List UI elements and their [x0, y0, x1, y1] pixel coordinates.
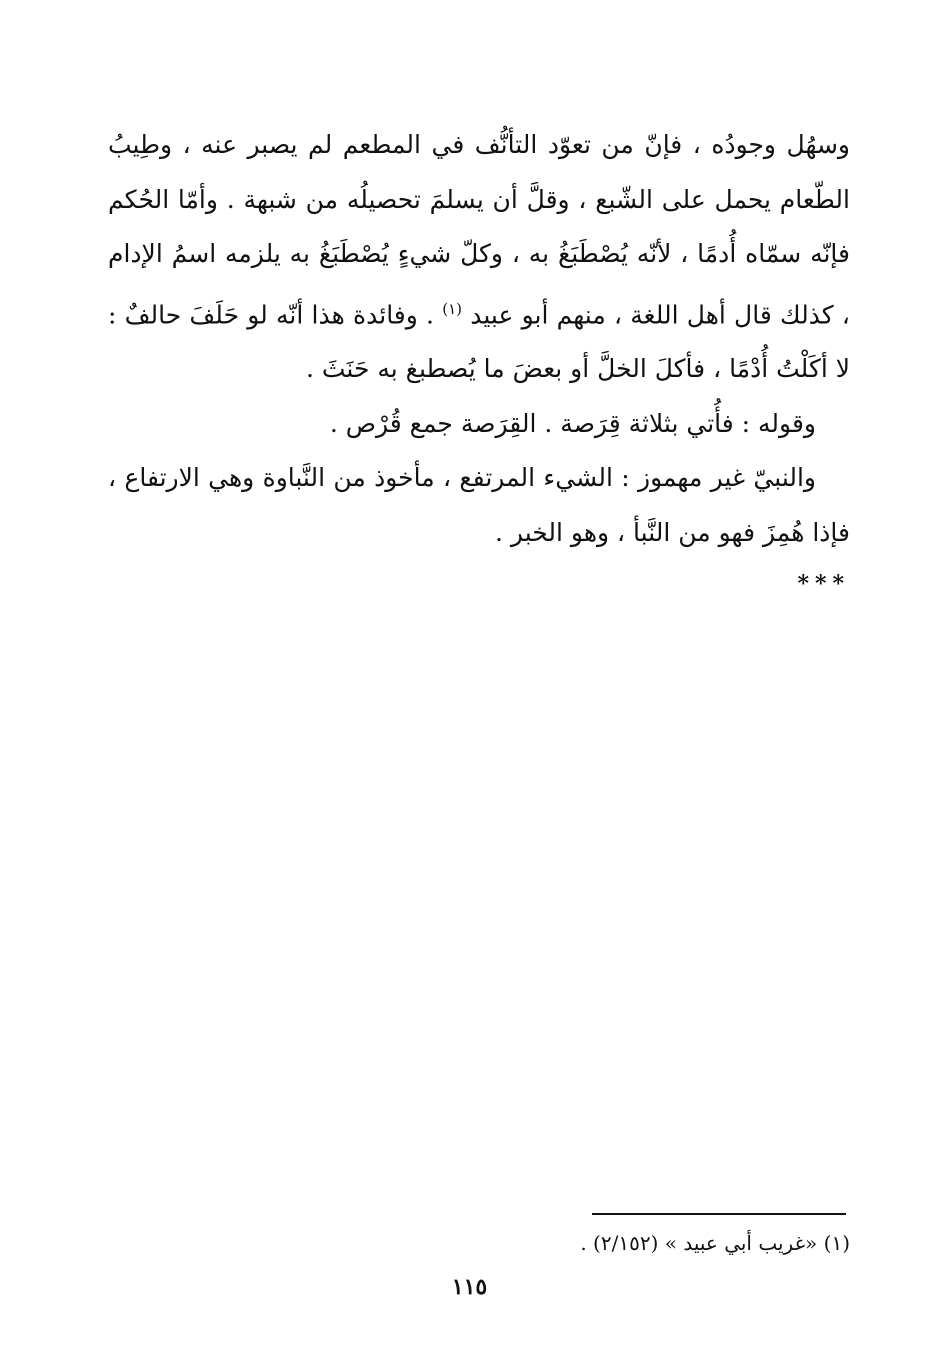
- section-separator: ***: [797, 571, 850, 598]
- page-number: ١١٥: [451, 1274, 488, 1300]
- main-text: [108, 118, 850, 604]
- paragraph-1-text: وسهُل وجودُه ، فإنّ من تعوّد التأنُّف في المطعم لم يصبر عنه ، وطِيبُ الطّعام يحمل على الشّبع ، وقلَّ أن يسلمَ تحصيلُه من شبهة . وأمّا الحُكم فإنّه سمّاه أُدمًا ، لأنّه يُصْطَبَغُ به ، وكلّ شيءٍ يُصْطَبَغُ به يلزمه اسمُ الإدام ، كذلك قال أهل اللغة ، منهم أبو عبيد: [108, 130, 850, 329]
- paragraph-2: وقوله : فأُتي بثلاثة قِرَصة . القِرَصة جمع قُرْص .: [329, 408, 816, 438]
- footnote: (١) «غريب أبي عبيد » (٢/١٥٢) .: [580, 1231, 850, 1255]
- paragraph-1-ending: . وفائدة هذا أنّه لو حَلَفَ حالفٌ : لا أكَلْتُ أُدْمًا ، فأكلَ الخلَّ أو بعضَ ما يُصطبغ به حَنَثَ .: [108, 299, 850, 384]
- footnote-divider: [592, 1213, 846, 1215]
- footnote-reference: (١): [442, 299, 463, 318]
- paragraph-1: [108, 118, 850, 397]
- paragraph-3: والنبيّ غير مهموز : الشيء المرتفع ، مأخوذ من النَّباوة وهي الارتفاع ، فإذا هُمِزَ فهو من النَّبأ ، وهو الخبر .: [108, 463, 850, 547]
